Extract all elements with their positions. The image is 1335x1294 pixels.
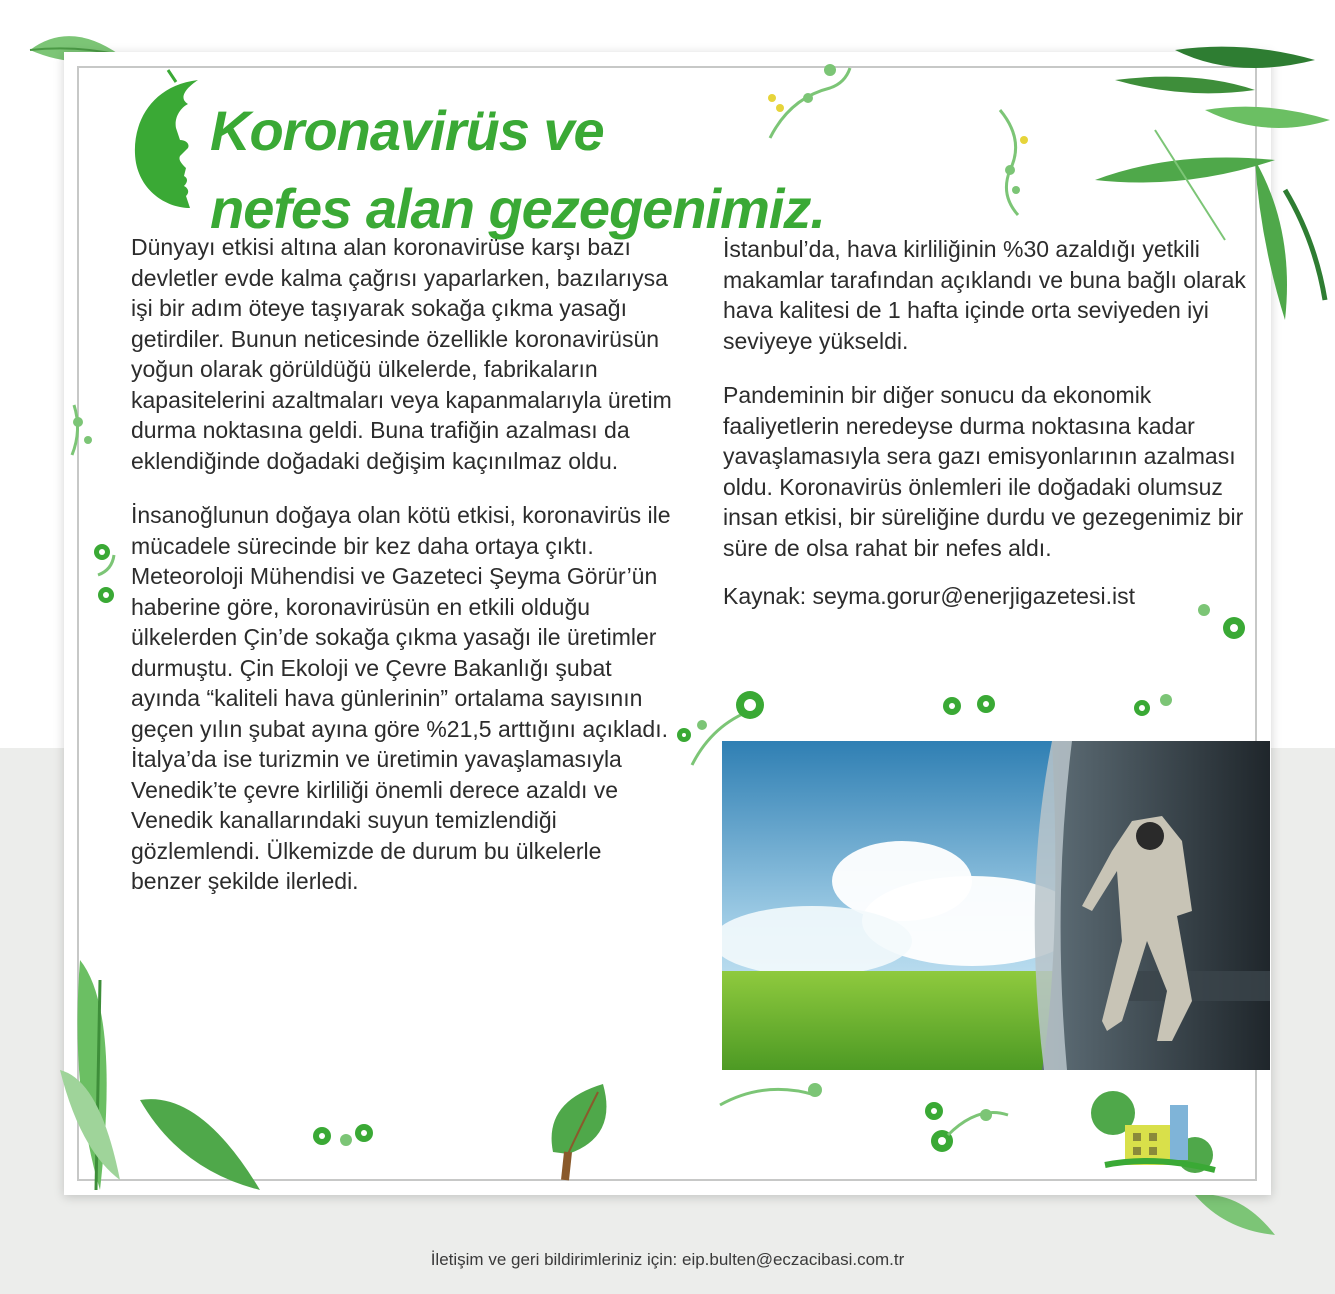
- left-paragraph-1: Dünyayı etkisi altına alan koronavirüse karşı bazı devletler evde kalma çağrısı yaparlarken, bazılarıysa işi bir adım öteye taşıyarak sokağa çıkma yasağı getirdiler. Bunun neticesinde özellikle koronavirüsün yoğun olarak görüldüğü ülkelerde, fabrikaların kapasitelerini azaltmaları veya kapanmalarıyla üretim durma noktasına geldi. Buna trafiğin azalması da eklendiğinde doğadaki değişim kaçınılmaz oldu.: [131, 234, 672, 474]
- green-city-icon: [1085, 1085, 1220, 1175]
- face-profile-logo-icon: [128, 68, 214, 218]
- right-paragraph-1: İstanbul’da, hava kirliliğinin %30 azaldığı yetkili makamlar tarafından açıklandı ve buna bağlı olarak hava kalitesi de 1 hafta içinde orta seviyeden iyi seviyeye yükseldi.: [723, 236, 1246, 354]
- flower-vine-bottom-icon: [918, 1095, 1018, 1160]
- left-column: [131, 232, 676, 897]
- hazmat-curtain-photo: [722, 741, 1270, 1070]
- tree-leaf-icon: [543, 1082, 613, 1182]
- foliage-bottom-left-icon: [60, 950, 270, 1195]
- flower-sprig-icon: [1190, 596, 1250, 646]
- flower-pair-icon: [940, 688, 1000, 723]
- right-column: [723, 234, 1253, 612]
- source-line: Kaynak: seyma.gorur@enerjigazetesi.ist: [723, 583, 1135, 609]
- vine-circles-icon: [980, 100, 1040, 220]
- vine-sprout-icon: [760, 58, 860, 148]
- left-paragraph-2: İnsanoğlunun doğaya olan kötü etkisi, koronavirüs ile mücadele sürecinde bir kez daha ortaya çıktı. Meteoroloji Mühendisi ve Gazeteci Şeyma Görür’ün haberine göre, koronavirüsün en etkili olduğu ülkelerden Çin’de sokağa çıkma yasağı ile üretimler durmuştu. Çin Ekoloji ve Çevre Bakanlığı şubat ayında “kaliteli hava günlerinin” ortalama sayısının geçen yılın şubat ayına göre %21,5 arttığını açıkladı. İtalya’da ise turizmin ve üretimin yavaşlamasıyla Venedik’te çevre kirliliği önemli derece azaldı ve Venedik kanallarındaki suyun temizlendiği gözlemlendi. Ülkemizde de durum bu ülkelerle benzer şekilde ilerledi.: [131, 502, 671, 894]
- flower-cluster-icon: [308, 1118, 378, 1153]
- small-sprout-icon: [62, 400, 107, 460]
- title-line-2: nefes alan gezegenimiz.: [210, 177, 825, 240]
- article-title: [210, 92, 825, 248]
- right-paragraph-2: Pandeminin bir diğer sonucu da ekonomik faaliyetlerin neredeyse durma noktasına kadar yavaşlamasıyla sera gazı emisyonlarının azalması oldu. Koronavirüs önlemleri ile doğadaki olumsuz insan etkisi, bir süreliğine durdu ve gezegenimiz bir süre de olsa rahat bir nefes aldı.: [723, 382, 1244, 561]
- title-line-1: Koronavirüs ve: [210, 99, 604, 162]
- footer-contact: İletişim ve geri bildirimleriniz için: eip.bulten@eczacibasi.com.tr: [430, 1250, 905, 1269]
- vine-curl-icon: [715, 1070, 825, 1115]
- flower-sprout-icon: [84, 540, 129, 610]
- flower-pair-small-icon: [1130, 688, 1180, 723]
